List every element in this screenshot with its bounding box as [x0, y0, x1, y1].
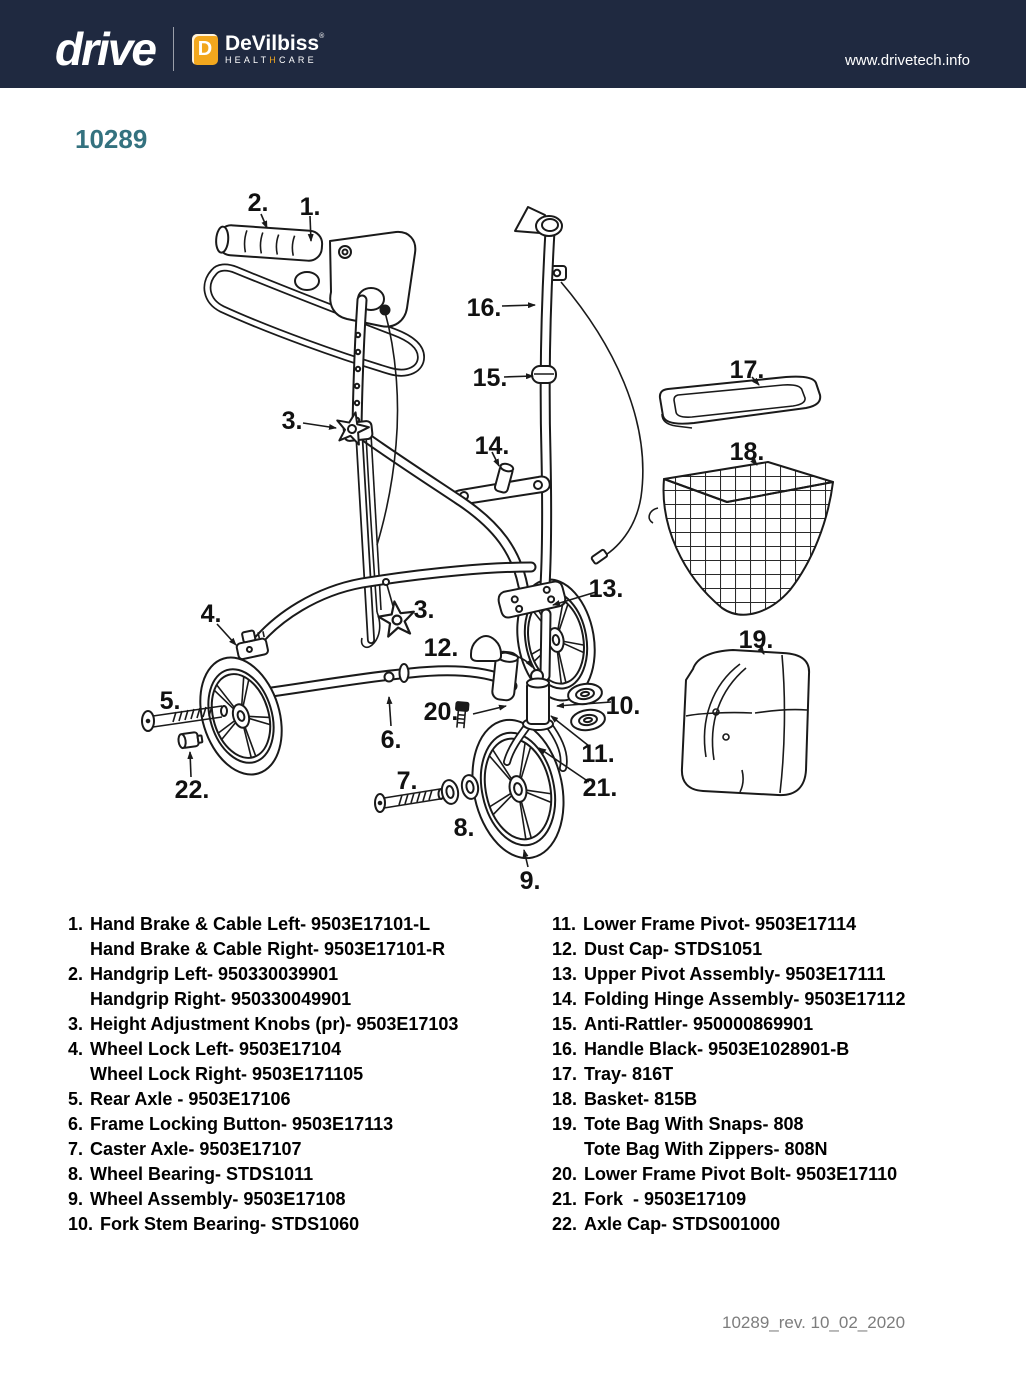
rollator-line-art — [142, 189, 833, 895]
height-adjust-tube — [355, 300, 362, 428]
part-line: Handgrip Right- 950330049901 — [90, 989, 352, 1009]
part-entry — [552, 1012, 1012, 1037]
part-number: 3. — [68, 1014, 84, 1034]
part-entry — [68, 1087, 538, 1112]
callout-7: 7. — [396, 767, 418, 795]
part-number: 12. — [552, 939, 578, 959]
callout-11: 11. — [581, 740, 615, 768]
folding-hinge-assembly — [453, 463, 550, 505]
part-number: 5. — [68, 1089, 84, 1109]
wheel-lock — [234, 628, 269, 660]
tray — [660, 377, 820, 428]
part-entry — [552, 962, 1012, 987]
part-entry — [68, 1212, 538, 1237]
part-number: 16. — [552, 1039, 578, 1059]
part-entry — [552, 1037, 1012, 1062]
part-entry — [552, 987, 1012, 1012]
part-line: Dust Cap- STDS1051 — [584, 939, 763, 959]
part-number: 13. — [552, 964, 578, 984]
basket — [649, 462, 833, 615]
part-line: Upper Pivot Assembly- 9503E17111 — [584, 964, 886, 984]
handle-end-cap — [515, 207, 562, 236]
frame-locking-button — [385, 673, 394, 682]
devilbiss-d-icon: D — [192, 34, 218, 65]
devilbiss-wordmark: DeVilbiss® — [224, 32, 325, 55]
callout-21: 21. — [582, 774, 618, 802]
part-line: Caster Axle- 9503E17107 — [90, 1139, 302, 1159]
callout-22: 22. — [174, 776, 210, 804]
part-number: 8. — [68, 1164, 84, 1184]
part-number: 22. — [552, 1214, 578, 1234]
callout-20: 20. — [423, 698, 459, 726]
fold-strap — [359, 432, 381, 647]
callout-12: 12. — [423, 634, 459, 662]
brake-lever-slot — [295, 272, 319, 290]
part-line: Fork Stem Bearing- STDS1060 — [100, 1214, 360, 1234]
callout-18: 18. — [729, 438, 765, 466]
part-entry — [68, 1012, 538, 1037]
parts-list-left-column — [68, 912, 538, 1237]
fork-stem-sleeve — [527, 679, 549, 725]
part-entry — [68, 1162, 538, 1187]
part-line: Lower Frame Pivot- 9503E17114 — [583, 914, 857, 934]
part-entry — [552, 937, 1012, 962]
part-entry — [68, 962, 538, 1012]
part-entry — [552, 1187, 1012, 1212]
callout-14: 14. — [474, 432, 510, 460]
callout-8: 8. — [453, 814, 475, 842]
callout-16: 16. — [466, 294, 502, 322]
brake-cable-right — [549, 266, 643, 564]
part-number: 6. — [68, 1114, 84, 1134]
part-entry — [552, 912, 1012, 937]
part-entry — [552, 1062, 1012, 1087]
fork-stem-bearings — [567, 682, 606, 733]
brake-cable-left — [377, 312, 398, 545]
part-line: Hand Brake & Cable Right- 9503E17101-R — [90, 939, 446, 959]
callout-10: 10. — [605, 692, 641, 720]
wheel-bearings — [440, 774, 480, 805]
part-line: Handgrip Left- 950330039901 — [90, 964, 339, 984]
part-number: 21. — [552, 1189, 578, 1209]
callout-3: 3. — [413, 596, 435, 624]
part-number: 7. — [68, 1139, 84, 1159]
part-number: 17. — [552, 1064, 578, 1084]
page-title: 10289 — [75, 124, 148, 154]
part-entry — [552, 1162, 1012, 1187]
brake-housing — [330, 232, 415, 327]
anti-rattler-band — [532, 366, 556, 383]
part-line: Handle Black- 9503E1028901-B — [584, 1039, 850, 1059]
part-number: 9. — [68, 1189, 84, 1209]
drive-logo: drive — [55, 23, 155, 75]
callout-19: 19. — [738, 626, 774, 654]
tote-bag — [682, 650, 809, 795]
part-entry — [68, 1112, 538, 1137]
healthcare-wordmark: HEALTHCARE — [224, 55, 317, 65]
part-line: Height Adjustment Knobs (pr)- 9503E17103 — [90, 1014, 459, 1034]
part-entry — [552, 1212, 1012, 1237]
part-line: Wheel Lock Right- 9503E171105 — [90, 1064, 364, 1084]
part-number: 10. — [68, 1214, 94, 1234]
part-line: Rear Axle - 9503E17106 — [90, 1089, 291, 1109]
part-number: 19. — [552, 1114, 578, 1134]
part-line: Lower Frame Pivot Bolt- 9503E17110 — [584, 1164, 898, 1184]
callout-6: 6. — [380, 726, 402, 754]
callout-4: 4. — [200, 600, 222, 628]
part-line: Axle Cap- STDS001000 — [584, 1214, 781, 1234]
part-line: Basket- 815B — [584, 1089, 698, 1109]
callout-2: 2. — [247, 189, 269, 217]
part-entry — [552, 1087, 1012, 1112]
part-entry — [68, 1137, 538, 1162]
part-number: 20. — [552, 1164, 578, 1184]
part-number: 4. — [68, 1039, 84, 1059]
callout-13: 13. — [588, 575, 624, 603]
part-entry — [68, 912, 538, 962]
part-line: Tote Bag With Snaps- 808 — [584, 1114, 804, 1134]
trademark-symbol: ® — [319, 33, 325, 40]
part-line: Wheel Lock Left- 9503E17104 — [90, 1039, 342, 1059]
height-adjust-knob-exploded — [377, 579, 417, 638]
callout-3: 3. — [281, 407, 303, 435]
part-line: Wheel Bearing- STDS1011 — [90, 1164, 314, 1184]
callout-9: 9. — [519, 867, 541, 895]
part-entry — [68, 1187, 538, 1212]
part-line: Frame Locking Button- 9503E17113 — [90, 1114, 394, 1134]
part-number: 14. — [552, 989, 578, 1009]
callout-5: 5. — [159, 687, 181, 715]
tube-joint-collar — [400, 664, 409, 682]
callout-17: 17. — [729, 356, 765, 384]
part-number: 11. — [552, 914, 577, 934]
part-line: Fork - 9503E17109 — [584, 1189, 747, 1209]
part-number: 15. — [552, 1014, 578, 1034]
revision-text: 10289_rev. 10_02_2020 — [722, 1313, 906, 1332]
part-number: 1. — [68, 914, 84, 934]
part-line: Tray- 816T — [584, 1064, 674, 1084]
part-entry — [68, 1037, 538, 1087]
axle-cap — [178, 731, 203, 748]
handgrip — [215, 224, 323, 261]
part-line: Tote Bag With Zippers- 808N — [584, 1139, 828, 1159]
callout-15: 15. — [472, 364, 508, 392]
part-number: 2. — [68, 964, 84, 984]
part-entry — [552, 1112, 1012, 1162]
part-line: Hand Brake & Cable Left- 9503E17101-L — [90, 914, 431, 934]
part-number: 18. — [552, 1089, 578, 1109]
part-line: Anti-Rattler- 950000869901 — [584, 1014, 814, 1034]
callout-1: 1. — [299, 193, 321, 221]
part-line: Folding Hinge Assembly- 9503E17112 — [584, 989, 906, 1009]
parts-list-right-column — [552, 912, 1012, 1237]
website-link[interactable]: www.drivetech.info — [844, 51, 970, 69]
part-line: Wheel Assembly- 9503E17108 — [90, 1189, 346, 1209]
